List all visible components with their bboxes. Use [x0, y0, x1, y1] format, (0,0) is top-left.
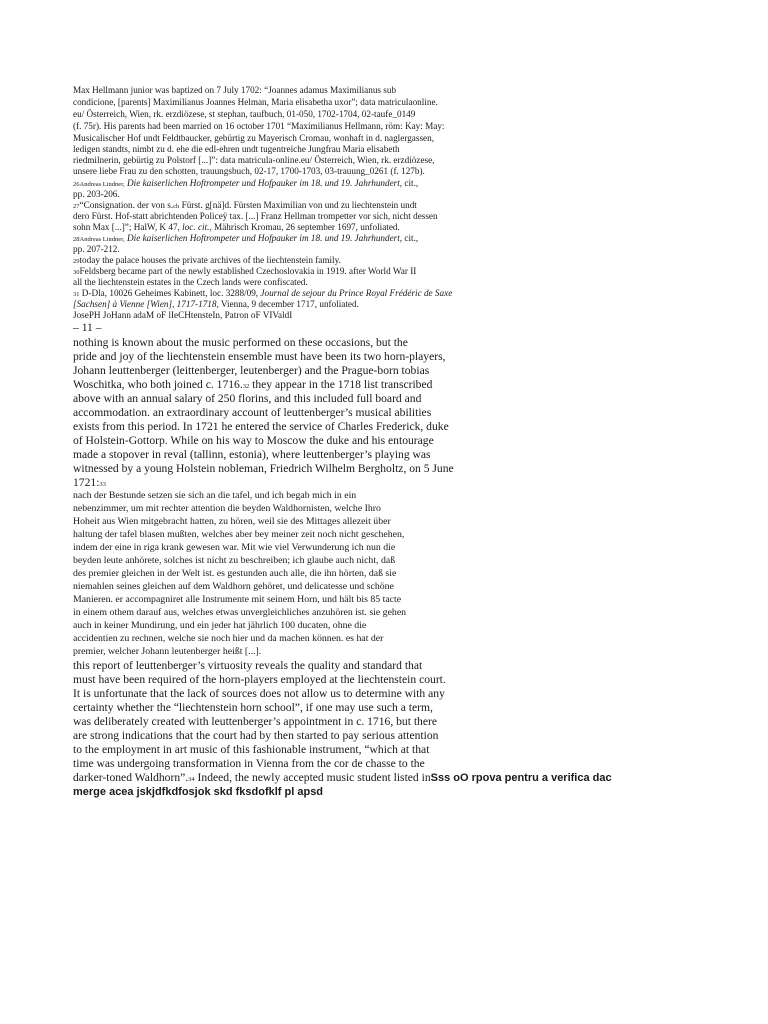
- footnote-27: [73, 201, 417, 211]
- footnote-line: (f. 75r). His parents had been married on 16 october 1701 “Maximilianus Hellmann, röm: Kay: May:: [73, 121, 445, 131]
- footnote-30: [73, 267, 416, 277]
- footnote-number: 29: [73, 258, 80, 265]
- footnote-number: 31: [73, 291, 80, 298]
- quote-line: auch in keiner Mundirung, und ein jeder hat jährlich 100 ducaten, ohne die: [73, 620, 367, 631]
- footnote-line: condicione, [parents] Maximilianus Joannes Helman, Maria elisabetha uxor”; data matriculaonline.: [73, 97, 438, 107]
- note-reference: 33: [99, 481, 106, 488]
- footnote-text: Vienna, 9 december 1717, unfoliated.: [218, 299, 359, 309]
- footnote-text: “Consignation. der von s.: [79, 200, 174, 210]
- footnote-line: Max Hellmann junior was baptized on 7 July 1702: “Joannes adamus Maximilianus sub: [73, 85, 397, 95]
- footnote-31-line2: [73, 300, 359, 309]
- quote-line: beyden leute anhörete, solches ist nicht zu beschreiben; ich glaube auch nicht, daß: [73, 555, 396, 566]
- quote-line: des premier gleichen in der Welt ist. es gestunden auch alle, die ihn hörten, daß sie: [73, 568, 397, 579]
- footnote-line: eu/ Österreich, Wien, rk. erzdiözese, st stephan, taufbuch, 01-050, 1702-1704, 02-taufe_0149: [73, 109, 416, 119]
- footnote-journal-title: [Sachsen] à Vienne [Wien], 1717-1718,: [73, 299, 219, 309]
- footnote-title: Die kaiserlichen Hoftrompeter und Hofpauker im 18. und 19. Jahrhundert,: [124, 178, 403, 188]
- footnote-text: today the palace houses the private archives of the liechtenstein family.: [79, 255, 341, 265]
- body-text: Indeed, the newly accepted music student listed in: [194, 771, 431, 784]
- footnote-text: D-Dla, 10026 Geheimes Kabinett, loc. 3288/09,: [79, 288, 261, 298]
- quote-line: in einem othem darauf aus, welches etwas unvergleichliches anzuhören ist. sie gehen: [73, 607, 407, 618]
- quote-line: Hoheit aus Wien mitgebracht hatten, zu hören, weil sie des Mittages allezeit über: [73, 516, 391, 527]
- footnote-line: ledigen standts, nimbt zu d. ehe die edl-ehren undt tugentreiche Jungfrau Maria elisabeth: [73, 144, 400, 154]
- footnote-28-pages: pp. 207-212.: [73, 244, 120, 254]
- footnote-text: Fürst. g[nä]d. Fürsten Maximilian von und zu liechtenstein undt: [179, 200, 417, 210]
- body-line: of Holstein-Gottorp. While on his way to Moscow the duke and his entourage: [73, 434, 434, 447]
- body-line: exists from this period. In 1721 he entered the service of Charles Frederick, duke: [73, 420, 449, 433]
- body-line: made a stopover in reval (tallinn, estonia), where leuttenberger’s playing was: [73, 448, 431, 461]
- footnote-line: unsere liebe Frau zu den schotten, trauungsbuch, 02-17, 1700-1703, 03-trauung_0261 (f. 127b).: [73, 166, 425, 176]
- footnote-line: riedmilnerin, gebürtig zu Polstorf [...]”: data matricula-online.eu/ Österreich, Wien, rk. erzdiözese,: [73, 155, 435, 165]
- body-line: above with an annual salary of 250 florins, and this included full board and: [73, 392, 422, 405]
- footnote-superscript: ch: [173, 203, 180, 210]
- note-reference: 34: [188, 776, 195, 783]
- footnote-number: 30: [73, 269, 80, 276]
- footnote-28: [73, 234, 418, 244]
- footnote-author: Andreas Lindner,: [79, 181, 125, 188]
- running-head: JosePH JoHann adaM oF lIeCHtensteIn, Patron oF VIValdI: [73, 310, 293, 320]
- footnote-title: Die kaiserlichen Hoftrompeter und Hofpauker im 18. und 19. Jahrhundert,: [124, 233, 403, 243]
- quote-line: haltung der tafel blasen mußten, welches aber bey meiner zeit noch nicht geschehen,: [73, 529, 405, 540]
- body-text: they appear in the 1718 list transcribed: [249, 378, 433, 391]
- body-line: [73, 379, 432, 391]
- body-line: It is unfortunate that the lack of sources does not allow us to determine with any: [73, 687, 445, 700]
- body-line: must have been required of the horn-players employed at the liechtenstein court.: [73, 673, 446, 686]
- footnote-27-line2: dero Fürst. Hof-statt abrichtenden Policeÿ tax. [...] Franz Hellman trompetter vor sich, nicht dessen: [73, 211, 438, 221]
- body-line: Johann leuttenberger (leittenberger, leutenberger) and the Prague-born tobias: [73, 364, 430, 377]
- footnote-text: Mährisch Kromau, 26 september 1697, unfoliated.: [211, 222, 400, 232]
- footnote-27-line3: [73, 223, 400, 232]
- quote-line: premier, welcher Johann leutenberger heißt [...].: [73, 646, 262, 657]
- footnote-line: Musicalischer Hof undt Feldtbaucker, gebürtig zu Mayerisch Cromau, wonhaft in d. naglergassen,: [73, 133, 434, 143]
- footnote-number: 28: [73, 236, 80, 243]
- overlay-text-line2: merge acea jskjdfkdfosjok skd fksdofklf pl apsd: [73, 786, 324, 798]
- page-number: – 11 –: [73, 321, 102, 334]
- body-text: darker-toned Waldhorn”.: [73, 771, 189, 784]
- footnote-author: Andreas Lindner,: [79, 236, 125, 243]
- body-line: to the employment in art music of this fashionable instrument, “which at that: [73, 743, 430, 756]
- body-line: are strong indications that the court had by then started to pay serious attention: [73, 729, 439, 742]
- note-reference: 32: [242, 383, 250, 390]
- footnote-number: 27: [73, 203, 80, 210]
- body-line: this report of leuttenberger’s virtuosity reveals the quality and standard that: [73, 659, 423, 672]
- footnote-text: sohn Max [...]”; HalW, K 47,: [73, 222, 183, 232]
- body-line: certainty whether the “liechtenstein horn school”, if one may use such a term,: [73, 701, 433, 714]
- quote-line: nach der Bestunde setzen sie sich an die tafel, und ich begab mich in ein: [73, 490, 357, 501]
- body-line: time was undergoing transformation in Vienna from the cor de chasse to the: [73, 757, 425, 770]
- quote-line: indem der eine in riga krank gewesen war. Mit wie viel Verwunderung ich nun die: [73, 542, 396, 553]
- footnote-30-line2: all the liechtenstein estates in the Czech lands were confiscated.: [73, 277, 308, 287]
- footnote-text: Feldsberg became part of the newly established Czechoslovakia in 1919. after World War II: [79, 266, 417, 276]
- footnote-journal-title: Journal de sejour du Prince Royal Frédéric de Saxe: [260, 288, 453, 298]
- footnote-number: 26: [73, 181, 80, 188]
- footnote-29: [73, 256, 341, 266]
- quote-line: nebenzimmer, um mit rechter attention die beyden Waldhornisten, welche Ihro: [73, 503, 381, 514]
- quote-line: accidentien zu rechnen, welche sie noch hier und da machen können. es hat der: [73, 633, 384, 644]
- body-line: pride and joy of the liechtenstein ensemble must have been its two horn-players,: [73, 350, 446, 363]
- overlay-text: Sss oO rpova pentru a verifica dac: [430, 772, 612, 784]
- body-line: accommodation. an extraordinary account of leuttenberger’s musical abilities: [73, 406, 432, 419]
- body-line: [73, 477, 106, 489]
- footnote-cit: cit.,: [402, 233, 419, 243]
- body-text: 1721:: [73, 476, 100, 489]
- body-line: nothing is known about the music performed on these occasions, but the: [73, 336, 408, 349]
- footnote-26: [73, 179, 418, 189]
- quote-line: Manieren. er accompagniret alle Instrumente mit seinem Horn, und hält bis 85 tacte: [73, 594, 402, 605]
- footnote-26-pages: pp. 203-206.: [73, 189, 120, 199]
- body-line: witnessed by a young Holstein nobleman, Friedrich Wilhelm Bergholtz, on 5 June: [73, 462, 454, 475]
- body-line: was deliberately created with leuttenberger’s appointment in c. 1716, but there: [73, 715, 438, 728]
- footnote-cit: cit.,: [402, 178, 419, 188]
- footnote-loc-cit: loc. cit.,: [182, 222, 212, 232]
- body-text: Woschitka, who both joined c. 1716.: [73, 378, 243, 391]
- footnote-31: [73, 289, 452, 299]
- quote-line: niemahlen seines gleichen auf dem Waldhorn gehöret, und delicatesse und schöne: [73, 581, 394, 592]
- body-line: [73, 772, 612, 784]
